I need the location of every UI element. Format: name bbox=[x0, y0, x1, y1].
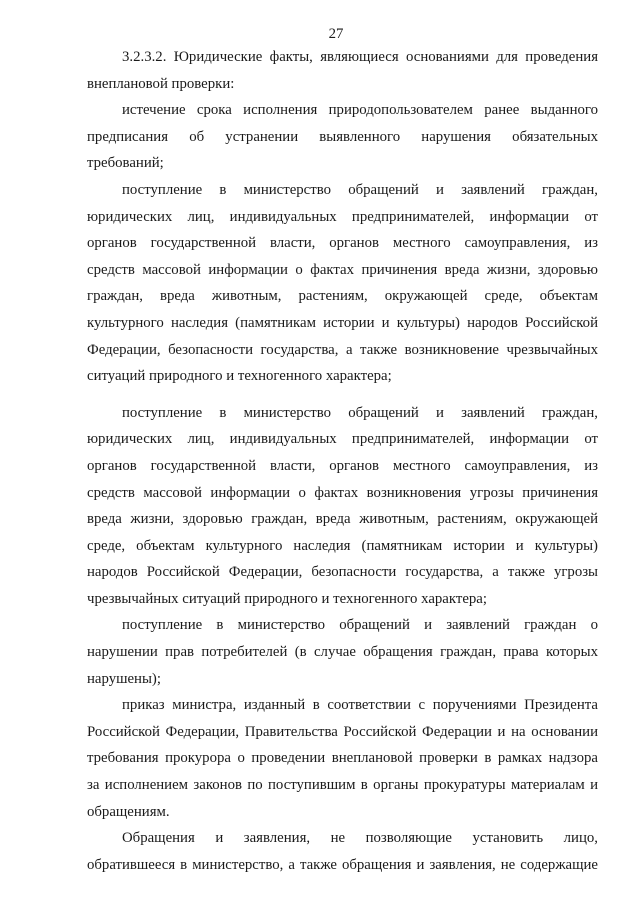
text-line: требования прокурора о проведении внеплановой проверки в рамках надзора bbox=[87, 750, 598, 767]
text-line: органов государственной власти, органов местного самоуправления, из bbox=[87, 457, 598, 474]
text-line: чрезвычайных ситуаций природного и техногенного характера; bbox=[87, 590, 487, 607]
text-line: нарушены); bbox=[87, 670, 161, 687]
text-line: нарушении прав потребителей (в случае обращения граждан, права которых bbox=[87, 644, 598, 661]
text-line: поступление в министерство обращений и заявлений граждан, bbox=[122, 181, 598, 198]
text-line: культурного наследия (памятникам истории и культуры) народов Российской bbox=[87, 314, 598, 331]
text-line: среде, объектам культурного наследия (памятникам истории и культуры) bbox=[87, 537, 598, 554]
text-line: истечение срока исполнения природопользователем ранее выданного bbox=[122, 102, 598, 119]
text-line bbox=[87, 44, 598, 71]
text-line: обращениям. bbox=[87, 803, 170, 820]
text-line: Российской Федерации, Правительства Российской Федерации и на основании bbox=[87, 723, 598, 740]
text-line: ситуаций природного и техногенного характера; bbox=[87, 368, 392, 385]
text-line: Обращения и заявления, не позволяющие установить лицо, bbox=[122, 830, 598, 847]
section-number: 3.2.3.2. bbox=[122, 49, 167, 65]
text-line: народов Российской Федерации, безопасности государства, а также угрозы bbox=[87, 564, 598, 581]
ground-minister-order bbox=[87, 692, 598, 825]
ground-harm-reports bbox=[87, 177, 598, 390]
text-line: поступление в министерство обращений и заявлений граждан, bbox=[122, 404, 598, 421]
anonymous-appeals-paragraph bbox=[87, 825, 598, 878]
text-line: юридических лиц, индивидуальных предпринимателей, информации от bbox=[87, 208, 598, 225]
text-line: юридических лиц, индивидуальных предпринимателей, информации от bbox=[87, 431, 598, 448]
text-line: органов государственной власти, органов местного самоуправления, из bbox=[87, 235, 598, 252]
text-line: внеплановой проверки: bbox=[87, 75, 235, 92]
text-line: средств массовой информации о фактах причинения вреда жизни, здоровью bbox=[87, 261, 598, 278]
section-3-2-3-2-heading bbox=[87, 44, 598, 97]
text-line: граждан, вреда животным, растениям, окружающей среде, объектам bbox=[87, 288, 598, 305]
ground-consumer-rights bbox=[87, 612, 598, 692]
text-line: приказ министра, изданный в соответствии с поручениями Президента bbox=[122, 697, 598, 714]
ground-threat-reports bbox=[87, 400, 598, 613]
text-line: вреда жизни, здоровью граждан, вреда животным, растениям, окружающей bbox=[87, 511, 598, 528]
text-line: за исполнением законов по поступившим в органы прокуратуры материалам и bbox=[87, 777, 598, 794]
text-line: Федерации, безопасности государства, а также возникновение чрезвычайных bbox=[87, 341, 598, 358]
text-line: поступление в министерство обращений и заявлений граждан о bbox=[122, 617, 598, 634]
text-line: требований; bbox=[87, 155, 164, 172]
text-line: предписания об устранении выявленного нарушения обязательных bbox=[87, 128, 598, 145]
page-number: 27 bbox=[328, 26, 344, 42]
text-line: обратившееся в министерство, а также обращения и заявления, не содержащие bbox=[87, 856, 598, 873]
section-heading-text: Юридические факты, являющиеся основаниями для проведения bbox=[173, 49, 598, 65]
text-line: средств массовой информации о фактах возникновения угрозы причинения bbox=[87, 484, 598, 501]
document-body bbox=[87, 44, 598, 878]
ground-expired-order bbox=[87, 97, 598, 177]
